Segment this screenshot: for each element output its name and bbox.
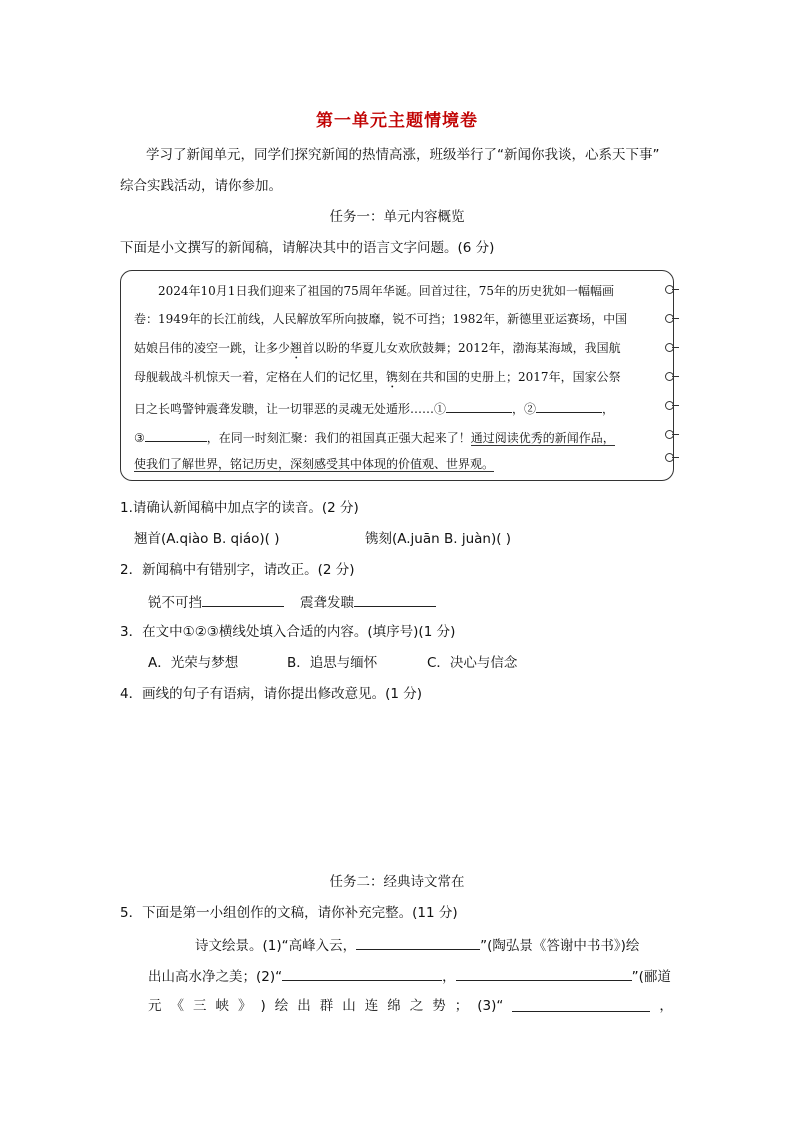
binder-ring-icon — [665, 401, 674, 410]
question-2: 2．新闻稿中有错别字，请改正。(2 分) — [120, 562, 355, 578]
page-title: 第一单元主题情境卷 — [316, 111, 478, 131]
blank-2[interactable] — [536, 398, 602, 413]
question-1: 1.请确认新闻稿中加点字的读音。(2 分) — [120, 500, 359, 516]
answer-blank[interactable] — [202, 592, 284, 607]
intro-line-2: 综合实践活动，请你参加。 — [120, 178, 282, 194]
news-line-4: 母舰载战斗机惊天一着，定格在人们的记忆里，镌刻在共和国的史册上；2017年，国家公祭 — [134, 370, 621, 384]
news-line-5: 日之长鸣警钟震聋发聩，让一切罪恶的灵魂无处遁形……① ，② ， — [134, 398, 614, 417]
question-5-line-2: 出山高水净之美；(2)“ ， ”(郦道 — [148, 966, 671, 986]
binder-ring-icon — [665, 372, 674, 381]
news-line-6: ③ ，在同一时刻汇聚：我们的祖国真正强大起来了！通过阅读优秀的新闻作品， — [134, 427, 615, 446]
question-2-item-a: 锐不可挡 — [148, 592, 284, 612]
question-2-item-b: 震聋发聩 — [300, 592, 436, 612]
answer-blank[interactable] — [354, 592, 436, 607]
task1-instruction: 下面是小文撰写的新闻稿，请解决其中的语言文字问题。(6 分) — [120, 240, 495, 256]
dotted-char-juan: 镌 — [386, 370, 399, 384]
news-line-2: 卷：1949年的长江前线，人民解放军所向披靡，锐不可挡；1982年，新德里亚运赛场，中国 — [134, 312, 628, 326]
question-5-line-1: 诗文绘景。(1)“高峰入云， ”(陶弘景《答谢中书书》)绘 — [195, 935, 639, 955]
question-1-option-b: 镌刻(A.juān B. juàn)( ) — [365, 531, 512, 547]
question-1-option-a: 翘首(A.qiào B. qiáo)( ) — [134, 531, 280, 547]
task2-heading: 任务二：经典诗文常在 — [329, 874, 465, 890]
faulty-sentence-part-1: 通过阅读优秀的新闻作品， — [470, 431, 615, 445]
binder-ring-icon — [665, 314, 674, 323]
binder-ring-icon — [665, 453, 674, 462]
answer-blank[interactable] — [356, 935, 480, 950]
answer-blank[interactable] — [512, 997, 650, 1012]
news-line-7 — [134, 456, 494, 472]
answer-blank[interactable] — [456, 966, 632, 981]
blank-3[interactable] — [145, 427, 207, 442]
question-3-option-b: B．追思与缅怀 — [287, 655, 378, 671]
question-3-option-a: A．光荣与梦想 — [148, 655, 239, 671]
question-4: 4．画线的句子有语病，请你提出修改意见。(1 分) — [120, 686, 423, 702]
binder-ring-icon — [665, 430, 674, 439]
faulty-sentence-part-2: 使我们了解世界，铭记历史，深刻感受其中体现的价值观、世界观。 — [134, 457, 495, 471]
dotted-char-qiao: 翘 — [290, 341, 303, 355]
intro-line-1: 学习了新闻单元，同学们探究新闻的热情高涨，班级举行了“新闻你我谈，心系天下事” — [146, 147, 660, 163]
blank-1[interactable] — [446, 398, 512, 413]
binder-ring-icon — [665, 285, 674, 294]
news-line-1: 2024年10月1日我们迎来了祖国的75周年华诞。回首过往，75年的历史犹如一幅幅画 — [158, 284, 614, 298]
answer-blank[interactable] — [282, 966, 442, 981]
task1-heading: 任务一：单元内容概览 — [329, 209, 465, 225]
question-5: 5．下面是第一小组创作的文稿，请你补充完整。(11 分) — [120, 905, 458, 921]
question-5-line-3: 元 《 三 峡 》 ) 绘 出 群 山 连 绵 之 势 ； (3)“ ， — [148, 998, 673, 1014]
news-line-3: 姑娘吕伟的凌空一跳，让多少翘首以盼的华夏儿女欢欣鼓舞；2012年，渤海某海域，我国航 — [134, 341, 621, 355]
question-3-option-c: C．决心与信念 — [427, 655, 518, 671]
binder-ring-icon — [665, 343, 674, 352]
question-3: 3．在文中①②③横线处填入合适的内容。(填序号)(1 分) — [120, 624, 456, 640]
